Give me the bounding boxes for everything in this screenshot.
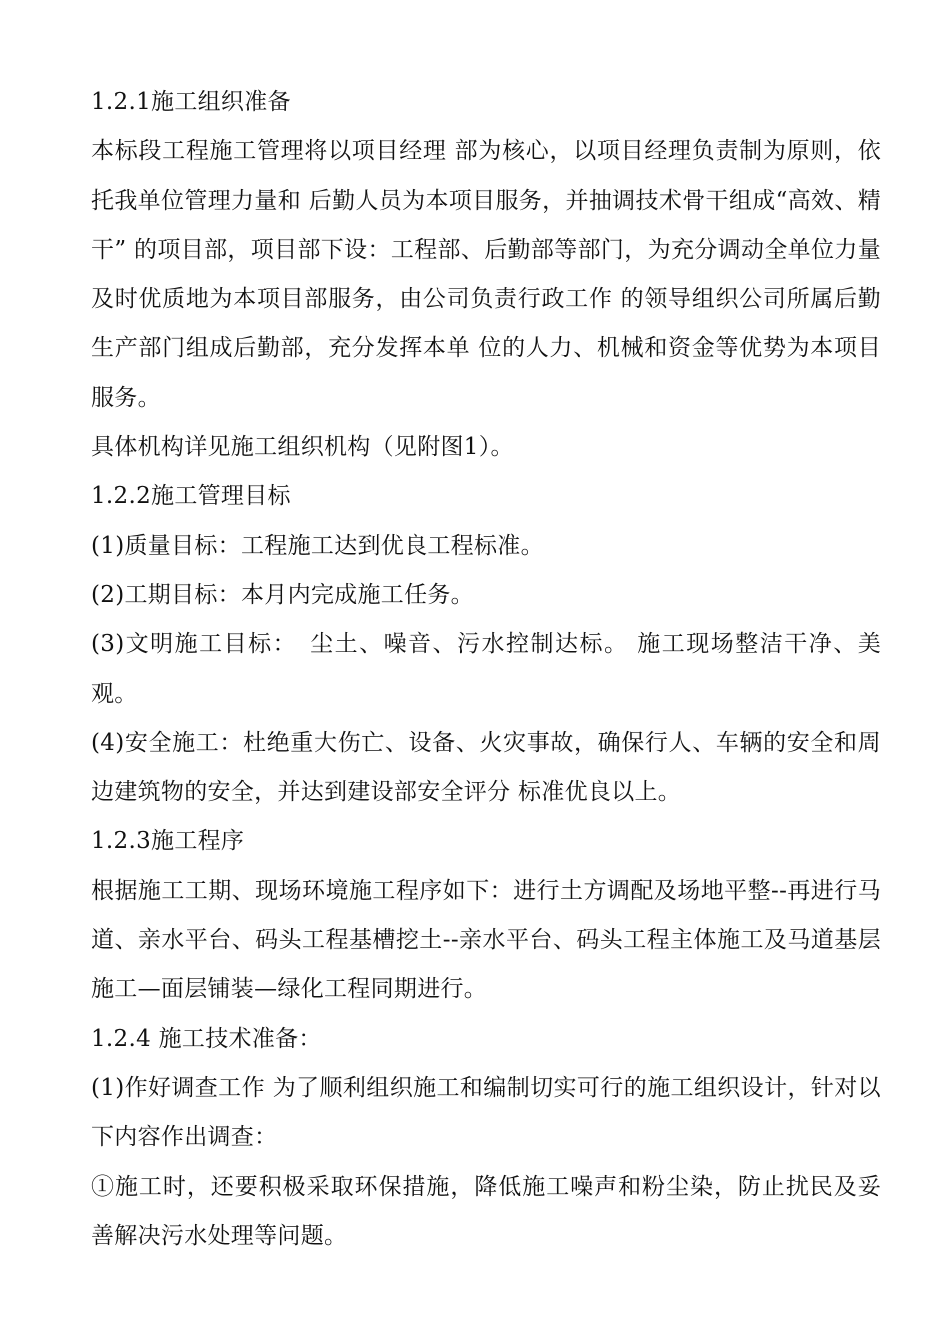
section-heading-1-2-1: 1.2.1施工组织准备	[91, 89, 291, 115]
goal-civilized-construction: (3)文明施工目标： 尘土、噪音、污水控制达标。 施工现场整洁干净、美观。	[91, 631, 881, 707]
goal-safety: (4)安全施工：杜绝重大伤亡、设备、火灾事故，确保行人、车辆的安全和周边建筑物的安全，并达到建设部安全评分 标准优良以上。	[91, 729, 881, 806]
document-body	[91, 78, 881, 1261]
paragraph-environmental-measures: ①施工时，还要积极采取环保措施，降低施工噪声和粉尘染，防止扰民及妥善解决污水处理等问题。	[91, 1173, 881, 1249]
goal-quality: (1)质量目标：工程施工达到优良工程标准。	[91, 532, 544, 559]
section-heading-1-2-4: 1.2.4 施工技术准备：	[91, 1025, 322, 1052]
paragraph-organization: 本标段工程施工管理将以项目经理 部为核心，以项目经理负责制为原则，依托我单位管理力量和 后勤人员为本项目服务，并抽调技术骨干组成“高效、精干” 的项目部，项目部下设：工程部、后勤部等部门，为充分调动全单位力量及时优质地为本项目部服务，由公司负责行政工作 的领导组织公司所属后勤生产部门组成后勤部，充分发挥本单 位的人力、机械和资金等优势为本项目服务。	[91, 138, 881, 411]
section-heading-1-2-2: 1.2.2施工管理目标	[91, 483, 291, 510]
goal-schedule: (2)工期目标：本月内完成施工任务。	[91, 581, 474, 608]
paragraph-structure-reference: 具体机构详见施工组织机构（见附图1）。	[91, 434, 514, 461]
paragraph-investigation: (1)作好调查工作 为了顺利组织施工和编制切实可行的施工组织设计，针对以下内容作出调查：	[91, 1074, 881, 1151]
section-heading-1-2-3: 1.2.3施工程序	[91, 828, 245, 855]
paragraph-construction-sequence: 根据施工工期、现场环境施工程序如下：进行土方调配及场地平整--再进行马道、亲水平台、码头工程基槽挖土--亲水平台、码头工程主体施工及马道基层施工—面层铺装—绿化工程同期进行。	[91, 877, 881, 1003]
